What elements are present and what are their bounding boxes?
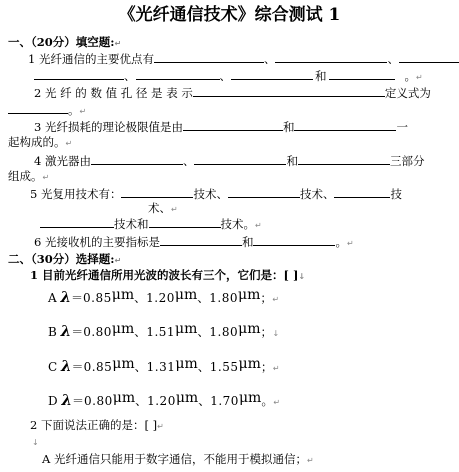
unit: μm — [174, 287, 198, 303]
blank — [183, 119, 283, 131]
fill-question-2-cont — [8, 102, 86, 119]
unit: μm — [175, 321, 198, 337]
separator: 、 — [197, 360, 210, 374]
option-c[interactable]: C λ＝0.85μm、1.31μm、1.55μm；↵ — [48, 356, 280, 375]
section-1-label: 一、（20分）填空题: — [8, 35, 115, 49]
separator: 、 — [198, 394, 211, 408]
option-b-label: B — [48, 325, 57, 339]
separator: 、 — [263, 52, 276, 66]
paragraph-mark-icon: ↓ — [272, 329, 280, 338]
question-6-text: 6 光接收机的主要指标是 — [34, 235, 160, 249]
fill-question-4 — [34, 153, 424, 168]
choice-question-2 — [30, 418, 164, 434]
blank — [253, 234, 335, 246]
question-3-tail: 起构成的。 — [8, 135, 66, 149]
question-2-tail: 定义式为 — [384, 86, 431, 100]
question-1-text: 1 光纤通信的主要优点有 — [28, 52, 154, 66]
option-b[interactable]: B λ＝0.80μm、1.51μm、1.80μm；↓ — [48, 321, 280, 340]
separator: 、 — [197, 291, 210, 305]
blank-line — [32, 434, 39, 450]
section-1-heading — [8, 35, 121, 51]
question-5-wrap: 技 — [390, 187, 402, 201]
paragraph-mark-icon: ↵ — [114, 256, 122, 265]
option-a[interactable]: A λ＝0.85μm、1.20μm、1.80μm；↵ — [48, 287, 280, 306]
blank — [149, 216, 221, 228]
and-word: 和 — [282, 120, 295, 134]
paragraph-mark-icon: ↵ — [42, 173, 50, 182]
question-5-wrap-text: 术、 — [148, 201, 171, 215]
section-2-label: 二、（30分）选择题: — [8, 252, 115, 266]
fill-question-4-cont — [8, 169, 49, 185]
paragraph-mark-icon: ↵ — [114, 39, 122, 48]
question-4-tail: 三部分 — [389, 154, 425, 168]
unit: μm — [238, 356, 261, 372]
unit: μm — [175, 390, 199, 406]
unit: μm — [112, 390, 136, 406]
unit: μm — [111, 321, 135, 337]
blank — [40, 216, 114, 228]
separator: 、 — [387, 52, 399, 66]
blank — [193, 85, 385, 97]
and-word: 和 — [241, 235, 254, 249]
option-c-value-3: 1.55 — [209, 360, 239, 374]
paragraph-mark-icon: ↵ — [79, 107, 87, 116]
paragraph-mark-icon: ↵ — [157, 422, 164, 431]
choice-question-2-text: 2 下面说法正确的是：[ ] — [30, 418, 158, 432]
separator: 、 — [197, 325, 210, 339]
paragraph-mark-icon: ↵ — [416, 73, 423, 82]
page-title: 《光纤通信技术》综合测试 1 — [118, 5, 341, 25]
paragraph-mark-icon: ↵ — [255, 221, 262, 230]
fill-question-3-cont — [8, 135, 72, 151]
blank — [121, 186, 193, 198]
unit: μm — [111, 287, 135, 303]
equals-sign: ＝ — [71, 291, 84, 305]
option-d-value-2: 1.20 — [147, 394, 176, 408]
blank — [228, 186, 300, 198]
unit: μm — [238, 321, 261, 337]
option-a-value-2: 1.20 — [146, 291, 175, 305]
option-c-value-2: 1.31 — [146, 360, 176, 374]
tech-word: 技术、 — [193, 187, 228, 201]
choice-question-1-text: 1 目前光纤通信所用光波的波长有三个，它们是：[ ] — [30, 268, 299, 282]
question-5-text: 5 光复用技术有： — [30, 187, 122, 201]
fill-question-5-wrap — [148, 201, 178, 217]
paragraph-mark-icon: ↵ — [171, 205, 178, 214]
question-2-text: 2 光 纤 的 数 值 孔 径 是 表 示 — [34, 86, 193, 100]
and-word: 和 — [315, 69, 327, 83]
blank — [294, 119, 396, 131]
blank — [194, 153, 286, 165]
option-c-value-1: 0.85 — [83, 360, 113, 374]
choice-question-2-option-a-text: A 光纤通信只能用于数字通信，不能用于模拟通信； — [42, 452, 307, 466]
fill-question-6 — [34, 234, 354, 251]
question-4-text: 4 激光器由 — [34, 154, 91, 168]
fill-question-5-cont — [40, 216, 262, 233]
lambda-symbol: λ — [61, 357, 72, 375]
unit: μm — [238, 390, 262, 406]
paragraph-mark-icon: ↵ — [346, 239, 354, 248]
section-2-heading — [8, 252, 121, 268]
question-5-end: 技术。 — [220, 217, 255, 231]
separator: 、 — [134, 291, 147, 305]
equals-sign: ＝ — [71, 394, 84, 408]
blank — [334, 186, 390, 198]
lambda-symbol: λ — [60, 288, 72, 306]
unit: μm — [237, 287, 261, 303]
paragraph-mark-icon: ↵ — [273, 398, 281, 407]
option-c-label: C — [48, 360, 58, 374]
fill-question-1 — [28, 51, 459, 66]
blank — [154, 51, 264, 63]
separator: 、 — [134, 360, 147, 374]
option-a-label: A — [48, 291, 57, 305]
blank — [399, 51, 459, 63]
lambda-symbol: λ — [61, 391, 72, 409]
option-d-value-1: 0.80 — [84, 394, 113, 408]
equals-sign: ＝ — [71, 325, 84, 339]
paragraph-mark-icon: ↵ — [65, 139, 73, 148]
option-b-value-3: 1.80 — [209, 325, 239, 339]
lambda-symbol: λ — [60, 322, 72, 340]
fill-question-2 — [34, 85, 431, 100]
choice-question-2-option-a[interactable] — [42, 452, 314, 468]
choice-question-1 — [30, 268, 305, 284]
paragraph-mark-icon: ↵ — [306, 456, 314, 465]
fill-question-3 — [34, 119, 408, 134]
paragraph-mark-icon: ↓ — [298, 272, 306, 281]
option-d-label: D — [48, 394, 58, 408]
option-b-value-2: 1.51 — [146, 325, 176, 339]
question-3-text: 3 光纤损耗的理论极限值是由 — [34, 120, 183, 134]
separator: 、 — [135, 394, 148, 408]
equals-sign: ＝ — [71, 360, 84, 374]
question-3-dash: 一 — [396, 120, 408, 134]
separator: 、 — [182, 154, 195, 168]
option-a-value-1: 0.85 — [83, 291, 112, 305]
separator: 、 — [134, 325, 147, 339]
separator: 、 — [124, 69, 136, 83]
question-4-end: 组成。 — [8, 169, 43, 183]
blank — [231, 68, 313, 80]
unit: μm — [112, 356, 135, 372]
option-b-value-1: 0.80 — [83, 325, 112, 339]
paragraph-mark-icon: ↓ — [32, 438, 39, 447]
option-a-value-3: 1.80 — [209, 291, 238, 305]
blank — [8, 102, 68, 114]
blank — [91, 153, 183, 165]
blank — [329, 68, 395, 80]
question-5-and: 技术和 — [114, 217, 149, 231]
blank — [160, 234, 242, 246]
unit: μm — [175, 356, 198, 372]
tech-word: 技术、 — [299, 187, 335, 201]
period: 。 — [404, 69, 416, 83]
paragraph-mark-icon: ↵ — [272, 295, 280, 304]
blank — [34, 68, 124, 80]
fill-question-1-cont — [34, 68, 423, 85]
blank — [298, 153, 390, 165]
blank — [275, 51, 387, 63]
and-word: 和 — [286, 154, 298, 168]
period: 。 — [68, 103, 80, 117]
separator: 、 — [219, 69, 231, 83]
blank — [136, 68, 220, 80]
option-d[interactable]: D λ＝0.80μm、1.20μm、1.70μm。↵ — [48, 390, 281, 409]
fill-question-5 — [30, 186, 402, 201]
paragraph-mark-icon: ↵ — [272, 364, 280, 373]
period: 。 — [335, 235, 347, 249]
option-d-value-3: 1.70 — [210, 394, 239, 408]
